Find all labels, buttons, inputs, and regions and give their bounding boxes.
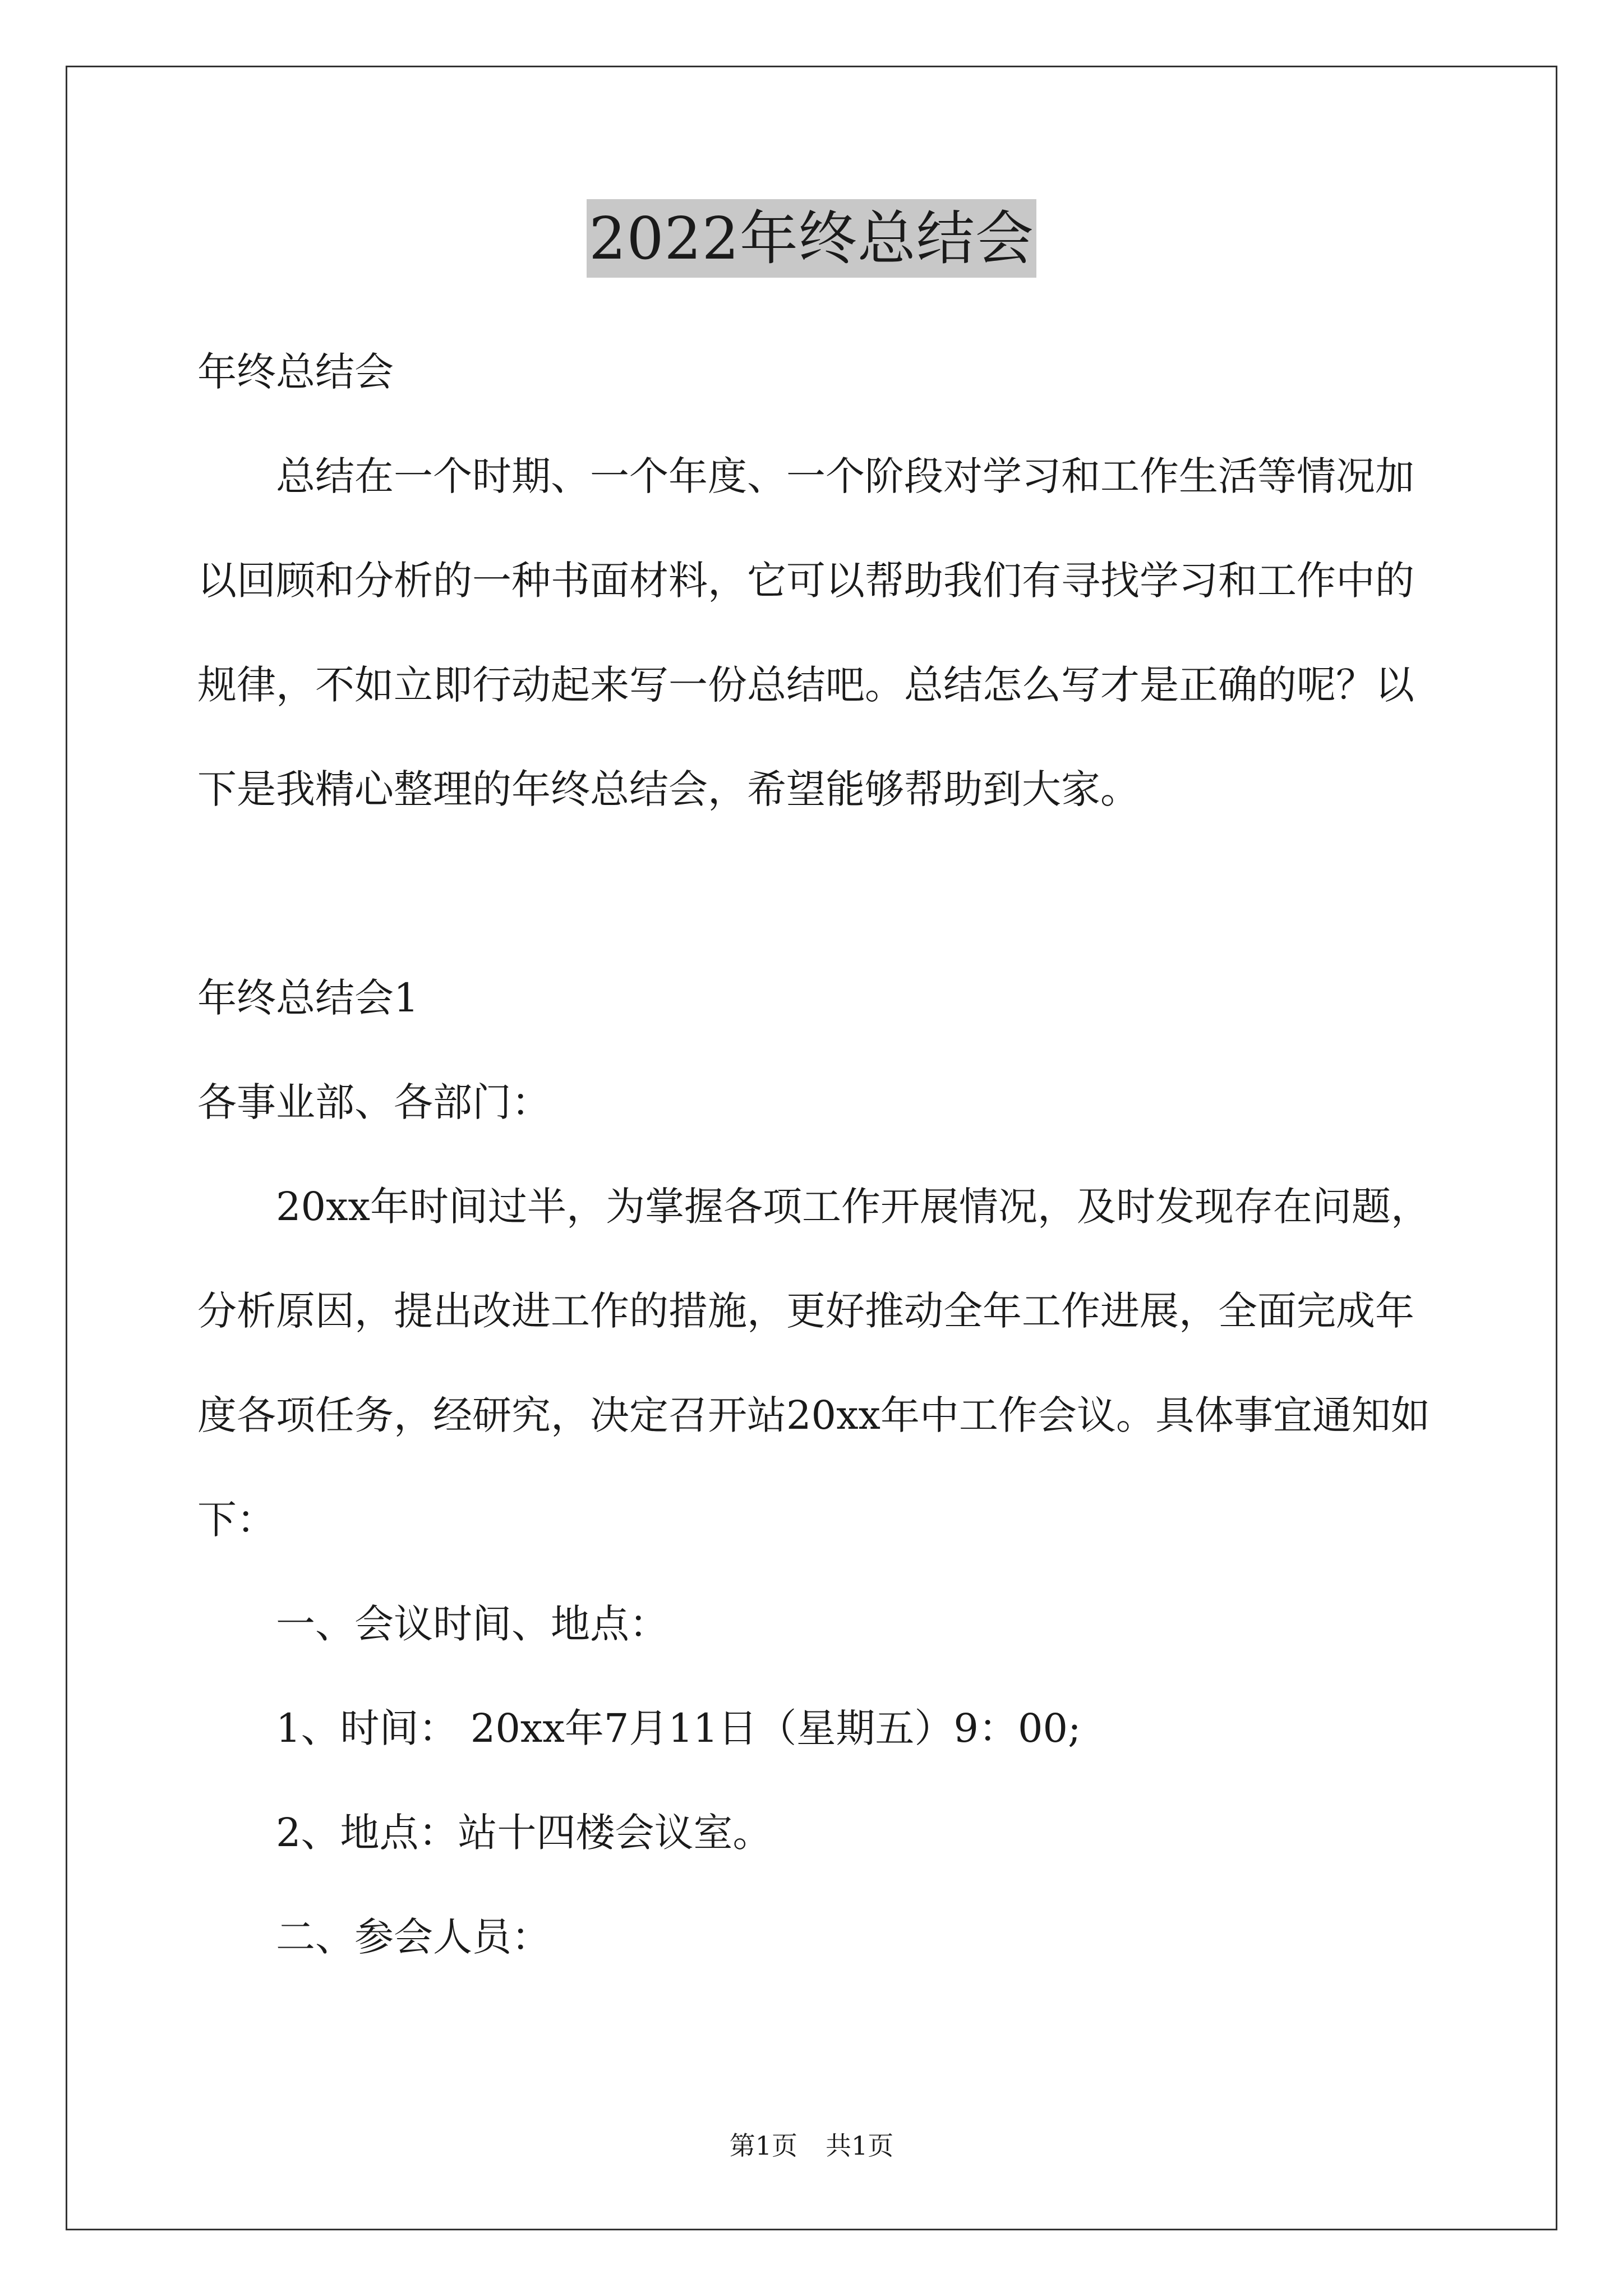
list-heading-attendees: 二、参会人员： [276, 1914, 551, 1960]
section-heading: 年终总结会1 [197, 975, 419, 1021]
notice-paragraph: 20xx年时间过半，为掌握各项工作开展情况，及时发现存在问题，分析原因，提出改进工作的措施，更好推动全年工作进展，全面完成年度各项任务，经研究，决定召开站20xx年中工作会议。具体事宜通知如下： [197, 1184, 1431, 1543]
subtitle: 年终总结会 [197, 349, 394, 395]
page-footer [0, 2129, 1623, 2162]
list-heading-time-place: 一、会议时间、地点： [276, 1601, 668, 1647]
page-number-total: 共1页 [826, 2131, 894, 2161]
page-number-current: 第1页 [729, 2131, 797, 2161]
paragraph-gap [197, 841, 1431, 946]
salutation: 各事业部、各部门： [197, 1079, 551, 1125]
document-title: 2022年终总结会 [587, 199, 1036, 278]
document-body [197, 320, 1431, 1989]
title-container [0, 199, 1623, 278]
list-item-time: 1、时间： 20xx年7月11日（星期五）9：00; [276, 1705, 1081, 1751]
list-item-place: 2、地点：站十四楼会议室。 [276, 1810, 772, 1856]
intro-paragraph: 总结在一个时期、一个年度、一个阶段对学习和工作生活等情况加以回顾和分析的一种书面材料，它可以帮助我们有寻找学习和工作中的规律，不如立即行动起来写一份总结吧。总结怎么写才是正确的呢？以下是我精心整理的年终总结会，希望能够帮助到大家。 [197, 453, 1414, 812]
